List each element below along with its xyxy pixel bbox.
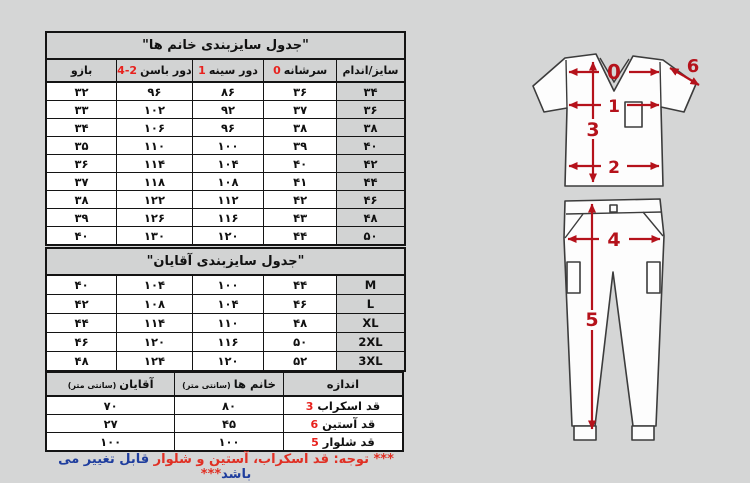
table-cell: ۳۶ [46, 155, 117, 173]
table-cell: ۳۵ [46, 137, 117, 155]
table-cell: ۳۸ [46, 191, 117, 209]
table-cell: ۴۸ [264, 314, 337, 333]
column-label: دور سینه [208, 64, 258, 77]
table-cell: ۱۰۸ [117, 295, 193, 314]
measure-label: قد اسکراب [317, 398, 381, 413]
table-cell: ۴۰ [46, 275, 117, 295]
table-cell: ۱۰۰ [175, 433, 284, 452]
table-row [46, 275, 405, 295]
table-row [46, 295, 405, 314]
table-cell: ۱۲۰ [192, 352, 264, 372]
table-cell: ۱۲۲ [117, 191, 193, 209]
measure-label-cell [283, 396, 403, 415]
ankle-cuff-right [632, 426, 654, 440]
table-cell: ۵۰ [264, 333, 337, 352]
column-label: دور باسن [140, 64, 192, 77]
women-table-title: "جدول سایزبندی خانم ها" [46, 32, 405, 59]
table-cell: ۱۱۰ [117, 137, 193, 155]
table-row [46, 119, 405, 137]
unit-label: (سانتی متر) [67, 381, 117, 390]
men-sizing-table [45, 247, 406, 372]
column-label: سایز/اندام [342, 64, 399, 77]
table-cell: ۱۱۴ [117, 155, 193, 173]
diagram-label-top-length: 3 [586, 119, 600, 141]
diagram-label-pants-hip: 4 [607, 229, 621, 251]
table-cell: ۴۳ [264, 209, 337, 227]
table-row [46, 333, 405, 352]
table-cell: ۳۲ [46, 82, 117, 101]
table-cell: ۹۲ [192, 101, 264, 119]
table-cell: L [336, 295, 405, 314]
column-header-measure: اندازه [283, 372, 403, 396]
table-cell: ۳۷ [46, 173, 117, 191]
column-ref-number: 0 [273, 64, 281, 77]
diagram-label-pants-length: 5 [585, 309, 599, 331]
table-row [46, 396, 403, 415]
table-cell: ۱۰۰ [192, 137, 264, 155]
table-row [46, 209, 405, 227]
men-table-title: "جدول سایزبندی آقایان" [46, 248, 405, 275]
table-row [46, 314, 405, 333]
armhole-seam-left [566, 60, 567, 108]
table-cell: ۱۱۰ [192, 314, 264, 333]
table-cell: ۴۴ [264, 227, 337, 246]
footnote-stars: *** [373, 452, 394, 467]
table-cell: ۳۸ [264, 119, 337, 137]
table-cell: ۴۰ [264, 155, 337, 173]
armhole-seam-right [660, 62, 661, 107]
table-cell: ۱۰۸ [192, 173, 264, 191]
table-cell: ۳۷ [264, 101, 337, 119]
table-row [46, 191, 405, 209]
table-cell: ۴۴ [46, 314, 117, 333]
women-sizing-table [45, 31, 406, 246]
table-cell: ۴۸ [336, 209, 405, 227]
men-table-title-row [46, 248, 405, 275]
column-header-hip [117, 59, 193, 82]
table-cell: ۹۶ [192, 119, 264, 137]
diagram-label-sleeve: 6 [686, 56, 700, 77]
measure-label-cell [283, 415, 403, 433]
table-cell: ۱۲۶ [117, 209, 193, 227]
table-cell: ۱۱۸ [117, 173, 193, 191]
table-cell: ۴۶ [336, 191, 405, 209]
table-cell: ۴۴ [336, 173, 405, 191]
table-cell: ۱۲۰ [192, 227, 264, 246]
column-label: سرشانه [283, 64, 328, 77]
table-row [46, 155, 405, 173]
table-cell: ۴۰ [336, 137, 405, 155]
table-cell: ۴۰ [46, 227, 117, 246]
table-cell: ۱۰۰ [192, 275, 264, 295]
table-cell: ۱۱۶ [192, 209, 264, 227]
table-cell: ۱۰۰ [46, 433, 175, 452]
table-cell: ۸۶ [192, 82, 264, 101]
footnote-stars: *** [200, 467, 222, 482]
column-header-women-cm [175, 372, 284, 396]
table-cell: ۴۴ [264, 275, 337, 295]
table-cell: ۱۲۴ [117, 352, 193, 372]
table-row [46, 433, 403, 452]
women-table-title-row [46, 32, 405, 59]
measure-label-cell [283, 433, 403, 452]
table-cell: ۳۴ [46, 119, 117, 137]
table-row [46, 137, 405, 155]
table-cell: ۱۲۰ [117, 333, 193, 352]
table-cell: ۵۲ [264, 352, 337, 372]
table-cell: ۵۰ [336, 227, 405, 246]
table-cell: ۴۲ [46, 295, 117, 314]
table-cell: ۴۶ [264, 295, 337, 314]
table-row [46, 227, 405, 246]
women-table-header-row [46, 59, 405, 82]
table-cell: ۴۲ [264, 191, 337, 209]
table-cell: XL [336, 314, 405, 333]
table-cell: ۱۰۴ [192, 295, 264, 314]
measure-ref-number: 5 [311, 435, 319, 449]
table-cell: M [336, 275, 405, 295]
scrubs-measurement-diagram [488, 22, 743, 467]
diagram-label-chest: 1 [608, 97, 620, 117]
table-row [46, 101, 405, 119]
lengths-header-row [46, 372, 403, 396]
table-cell: ۳۹ [46, 209, 117, 227]
table-cell: ۴۶ [46, 333, 117, 352]
table-cell: ۳۳ [46, 101, 117, 119]
table-cell: ۸۰ [175, 396, 284, 415]
measure-label: قد شلوار [322, 434, 375, 449]
men-table-body [46, 275, 405, 371]
table-cell: ۴۸ [46, 352, 117, 372]
table-cell: ۳۸ [336, 119, 405, 137]
table-cell: ۱۰۴ [192, 155, 264, 173]
column-ref-number: 1 [198, 64, 206, 77]
footnote-red-text: توجه: قد اسکراب، آستین و شلوار [153, 452, 369, 467]
measure-label: قد آستین [322, 416, 376, 431]
table-cell: ۱۰۲ [117, 101, 193, 119]
table-cell: ۳۶ [336, 101, 405, 119]
column-header-arm [46, 59, 117, 82]
measure-ref-number: 6 [310, 417, 319, 431]
table-cell: ۳۴ [336, 82, 405, 101]
column-label: خانم ها [233, 377, 276, 391]
table-cell: ۷۰ [46, 396, 175, 415]
table-cell: ۱۳۰ [117, 227, 193, 246]
table-row [46, 82, 405, 101]
table-cell: ۱۰۴ [117, 275, 193, 295]
women-table-body [46, 82, 405, 245]
table-cell: ۲۷ [46, 415, 175, 433]
column-label: آقایان [119, 377, 154, 391]
footnote [45, 452, 407, 482]
column-label: بازو [70, 64, 93, 77]
table-cell: ۳۶ [264, 82, 337, 101]
measure-ref-number: 3 [305, 399, 314, 413]
cargo-pocket-left [567, 262, 580, 293]
table-cell: ۱۰۶ [117, 119, 193, 137]
table-cell: 2XL [336, 333, 405, 352]
footnote-blue-text: قابل تغییر می باشد [58, 452, 252, 482]
column-header-chest [192, 59, 264, 82]
table-cell: ۴۵ [175, 415, 284, 433]
table-row [46, 352, 405, 372]
unit-label: (سانتی متر) [182, 381, 231, 390]
table-cell: ۳۹ [264, 137, 337, 155]
cargo-pocket-right [647, 262, 660, 293]
lengths-table-body [46, 396, 403, 451]
drawstring-button [610, 205, 617, 212]
table-cell: ۱۱۴ [117, 314, 193, 333]
table-row [46, 415, 403, 433]
table-cell: ۱۱۶ [192, 333, 264, 352]
table-row [46, 173, 405, 191]
lengths-table [45, 371, 404, 452]
table-cell: ۱۱۲ [192, 191, 264, 209]
table-cell: ۹۶ [117, 82, 193, 101]
table-cell: ۴۲ [336, 155, 405, 173]
diagram-label-shoulder: 0 [607, 60, 621, 84]
table-cell: 3XL [336, 352, 405, 372]
column-header-shoulder [264, 59, 337, 82]
column-ref-number: 2-4 [117, 64, 138, 77]
column-header-men-cm [46, 372, 175, 396]
table-cell: ۴۱ [264, 173, 337, 191]
diagram-label-hem: 2 [608, 158, 620, 178]
column-header-size [336, 59, 405, 82]
